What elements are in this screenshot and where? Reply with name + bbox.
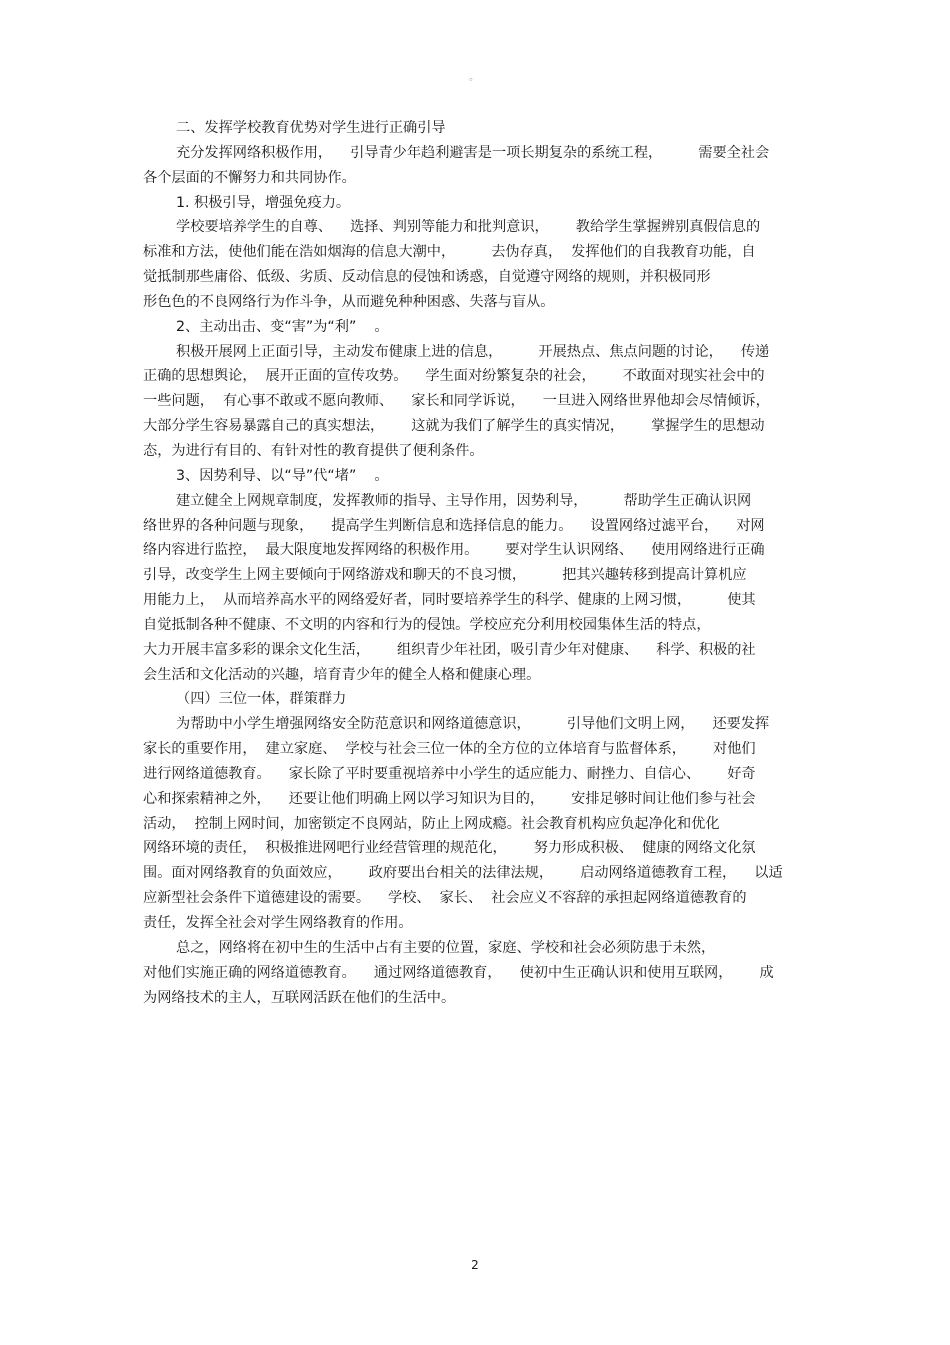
text-line: 心和探索精神之外， 还要让他们明确上网以学习知识为目的， 安排足够时间让他们参与社会 (143, 790, 756, 807)
text-line: 为网络技术的主人，互联网活跃在他们的生活中。 (143, 989, 456, 1006)
text-line: 总之，网络将在初中生的生活中占有主要的位置，家庭、学校和社会必须防患于未然， (176, 939, 716, 956)
text-line: 对他们实施正确的网络道德教育。 通过网络道德教育， 使初中生正确认识和使用互联网， 成 (143, 964, 774, 981)
text-line: 学校要培养学生的自尊、 选择、判别等能力和批判意识， 教给学生掌握辨别真假信息的 (176, 219, 761, 236)
document-body (143, 116, 815, 1010)
text-line: 二、发挥学校教育优势对学生进行正确引导 (176, 120, 446, 136)
text-line: 2、主动出击、变“害”为“利” 。 (176, 318, 389, 335)
text-line: 活动， 控制上网时间，加密锁定不良网站，防止上网成瘾。社会教育机构应负起净化和优化 (143, 815, 720, 832)
header-mark: 。 (469, 72, 479, 83)
text-line: 络世界的各种问题与现象， 提高学生判断信息和选择信息的能力。 设置网络过滤平台， 对网 (143, 517, 765, 534)
text-line: 形色色的不良网络行为作斗争，从而避免种种困惑、失落与盲从。 (143, 293, 555, 310)
text-line: 自觉抵制各种不健康、不文明的内容和行为的侵蚀。学校应充分利用校园集体生活的特点， (143, 616, 711, 633)
text-line: 家长的重要作用， 建立家庭、 学校与社会三位一体的全方位的立体培育与监督体系， 对他们 (143, 741, 756, 758)
text-line: 充分发挥网络积极作用， 引导青少年趋利避害是一项长期复杂的系统工程， 需要全社会 (176, 144, 770, 161)
text-line: 标准和方法，使他们能在浩如烟海的信息大潮中， 去伪存真， 发挥他们的自我教育功能，自 (143, 244, 756, 261)
text-line: 围。面对网络教育的负面效应， 政府要出台相关的法律法规， 启动网络道德教育工程， 以适 (143, 865, 783, 882)
text-line: 积极开展网上正面引导，主动发布健康上进的信息， 开展热点、焦点问题的讨论， 传递 (176, 343, 770, 360)
text-line: 会生活和文化活动的兴趣，培育青少年的健全人格和健康心理。 (143, 666, 541, 683)
text-line: 为帮助中小学生增强网络安全防范意识和网络道德意识， 引导他们文明上网， 还要发挥 (176, 716, 770, 733)
text-line: 应新型社会条件下道德建设的需要。 学校、 家长、 社会应义不容辞的承担起网络道德教育的 (143, 890, 747, 907)
text-line: 大力开展丰富多彩的课余文化生活， 组织青少年社团，吸引青少年对健康、 科学、积极的社 (143, 641, 756, 658)
text-line: 觉抵制那些庸俗、低级、劣质、反动信息的侵蚀和诱惑，自觉遵守网络的规则，并积极同形 (143, 269, 711, 286)
text-line: 大部分学生容易暴露自己的真实想法， 这就为我们了解学生的真实情况， 掌握学生的思想动 (143, 418, 765, 435)
text-line: 3、因势利导、以“导”代“堵” 。 (176, 467, 389, 484)
text-line: （四）三位一体，群策群力 (176, 691, 347, 708)
text-line: 各个层面的不懈努力和共同协作。 (143, 169, 356, 186)
text-line: 引导，改变学生上网主要倾向于网络游戏和聊天的不良习惯， 把其兴趣转移到提高计算机应 (143, 567, 747, 584)
text-line: 络内容进行监控， 最大限度地发挥网络的积极作用。 要对学生认识网络、 使用网络进行正确 (143, 542, 765, 559)
page-number: 2 (471, 1258, 479, 1272)
text-line: 用能力上， 从而培养高水平的网络爱好者，同时要培养学生的科学、健康的上网习惯， 使其 (143, 592, 756, 609)
text-line: 建立健全上网规章制度，发挥教师的指导、主导作用，因势利导， 帮助学生正确认识网 (176, 492, 752, 509)
text-line: 一些问题， 有心事不敢或不愿向教师、 家长和同学诉说， 一旦进入网络世界他却会尽情倾诉， (143, 393, 770, 410)
text-line: 态，为进行有目的、有针对性的教育提供了便利条件。 (143, 442, 484, 459)
text-line: 进行网络道德教育。 家长除了平时要重视培养中小学生的适应能力、耐挫力、自信心、 好奇 (143, 765, 756, 782)
text-line: 网络环境的责任， 积极推进网吧行业经营管理的规范化， 努力形成积极、 健康的网络文化氛 (143, 840, 756, 857)
text-line: 1. 积极引导，增强免疫力。 (176, 194, 351, 211)
text-line: 正确的思想舆论， 展开正面的宣传攻势。 学生面对纷繁复杂的社会， 不敢面对现实社会中的 (143, 368, 765, 385)
text-line: 责任，发挥全社会对学生网络教育的作用。 (143, 915, 413, 931)
